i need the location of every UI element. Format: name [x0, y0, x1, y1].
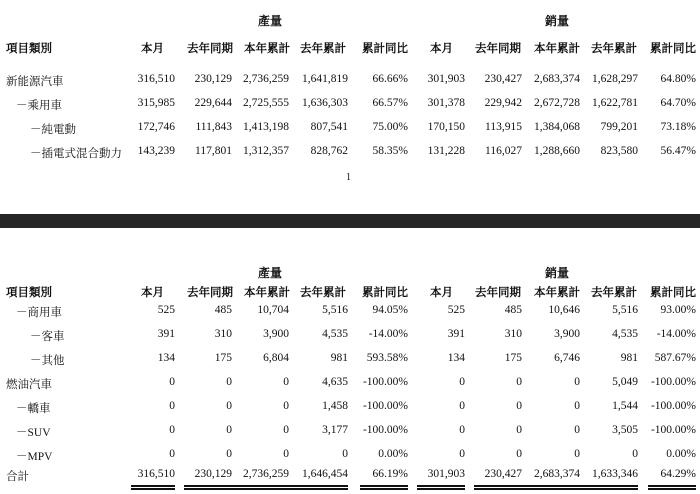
table-cell: 0 — [516, 400, 522, 412]
table-cell: 66.57% — [372, 97, 408, 109]
table-cell: -100.00% — [362, 424, 408, 436]
total-cell: 230,129 — [194, 468, 232, 480]
table-cell: 1,628,297 — [592, 73, 638, 85]
table-cell: 0 — [516, 448, 522, 460]
row-label: －純電動 — [30, 124, 76, 136]
group-header-production: 產量 — [257, 266, 282, 280]
table-cell: 5,049 — [612, 376, 638, 388]
table-cell: 1,312,357 — [243, 145, 289, 157]
table-cell: 391 — [447, 328, 465, 340]
table-cell: -100.00% — [362, 376, 408, 388]
total-label: 合計 — [6, 471, 29, 483]
table-cell: 0 — [283, 400, 289, 412]
table-cell: 170,150 — [427, 121, 465, 133]
double-underline — [648, 485, 696, 490]
column-header: 去年累計 — [591, 287, 637, 299]
table-cell: 0 — [226, 424, 232, 436]
table-cell: -100.00% — [362, 400, 408, 412]
column-header: 累計同比 — [362, 43, 408, 55]
column-header: 本月 — [141, 43, 164, 55]
table-cell: 587.67% — [654, 352, 696, 364]
table-cell: -14.00% — [656, 328, 696, 340]
table-cell: 75.00% — [372, 121, 408, 133]
table-cell: 134 — [447, 352, 465, 364]
column-header: 去年累計 — [591, 43, 637, 55]
total-cell: 230,427 — [484, 468, 522, 480]
table-cell: 807,541 — [310, 121, 348, 133]
table-cell: 0 — [169, 376, 175, 388]
double-underline — [474, 485, 522, 490]
table-cell: 0 — [169, 400, 175, 412]
table-cell: 143,239 — [137, 145, 175, 157]
column-header: 本年累計 — [244, 43, 290, 55]
column-header: 本月 — [141, 287, 164, 299]
double-underline — [360, 485, 408, 490]
table-cell: 2,736,259 — [243, 73, 289, 85]
table-cell: 315,985 — [137, 97, 175, 109]
column-header: 去年累計 — [300, 43, 346, 55]
row-label: －商用車 — [16, 307, 62, 319]
table-cell: 93.00% — [660, 304, 696, 316]
table-cell: 2,725,555 — [243, 97, 289, 109]
column-header: 本年累計 — [534, 43, 580, 55]
table-cell: 1,458 — [322, 400, 348, 412]
total-cell: 66.19% — [372, 468, 408, 480]
table-cell: 10,646 — [548, 304, 580, 316]
table-cell: 0 — [283, 424, 289, 436]
table-cell: 0 — [459, 448, 465, 460]
table-cell: 0 — [516, 376, 522, 388]
table-cell: 0.00% — [666, 448, 696, 460]
table-cell: 134 — [157, 352, 175, 364]
table-cell: 175 — [504, 352, 522, 364]
table-cell: 58.35% — [372, 145, 408, 157]
column-header: 累計同比 — [650, 43, 696, 55]
total-cell: 2,683,374 — [534, 468, 580, 480]
table-cell: 113,915 — [485, 121, 522, 133]
double-underline — [131, 485, 175, 490]
table-cell: 828,762 — [310, 145, 348, 157]
table-cell: 310 — [214, 328, 232, 340]
total-cell: 1,646,454 — [302, 468, 348, 480]
row-label: 燃油汽車 — [6, 379, 52, 391]
table-cell: 1,413,198 — [243, 121, 289, 133]
table-cell: -14.00% — [368, 328, 408, 340]
header-item-category: 項目類別 — [6, 287, 52, 299]
column-header: 本月 — [430, 287, 453, 299]
group-header-production: 產量 — [257, 14, 282, 28]
table-cell: 0 — [574, 424, 580, 436]
table-cell: 391 — [157, 328, 175, 340]
table-cell: 230,129 — [194, 73, 232, 85]
table-cell: 5,516 — [322, 304, 348, 316]
page-separator — [0, 214, 700, 228]
document-page-2 — [0, 228, 700, 494]
table-cell: 1,636,303 — [302, 97, 348, 109]
table-cell: 56.47% — [660, 145, 696, 157]
column-header: 本年累計 — [244, 287, 290, 299]
header-item-category: 項目類別 — [6, 43, 52, 55]
column-header: 本年累計 — [534, 287, 580, 299]
table-cell: 3,900 — [263, 328, 289, 340]
table-cell: 0 — [516, 424, 522, 436]
total-cell: 2,736,259 — [243, 468, 289, 480]
table-cell: 0 — [574, 448, 580, 460]
row-label: －乘用車 — [16, 100, 62, 112]
table-cell: 6,804 — [263, 352, 289, 364]
table-cell: 0 — [574, 400, 580, 412]
table-cell: 4,535 — [322, 328, 348, 340]
table-cell: 0 — [632, 448, 638, 460]
row-label: －其他 — [30, 355, 65, 367]
table-cell: 230,427 — [484, 73, 522, 85]
table-cell: 116,027 — [485, 145, 522, 157]
table-cell: 1,288,660 — [534, 145, 580, 157]
column-header: 去年同期 — [187, 43, 233, 55]
double-underline — [231, 485, 289, 490]
table-cell: 2,672,728 — [534, 97, 580, 109]
table-cell: 301,903 — [427, 73, 465, 85]
table-cell: 175 — [214, 352, 232, 364]
table-cell: 525 — [447, 304, 465, 316]
column-header: 去年累計 — [300, 287, 346, 299]
double-underline — [417, 485, 465, 490]
table-cell: 4,635 — [322, 376, 348, 388]
table-cell: 0 — [169, 448, 175, 460]
table-cell: 3,177 — [322, 424, 348, 436]
table-cell: 0 — [342, 448, 348, 460]
table-cell: 1,641,819 — [302, 73, 348, 85]
table-cell: 0 — [226, 376, 232, 388]
row-label: －SUV — [16, 427, 51, 439]
column-header: 去年同期 — [187, 287, 233, 299]
table-cell: 229,942 — [484, 97, 522, 109]
table-cell: 94.05% — [372, 304, 408, 316]
table-cell: 73.18% — [660, 121, 696, 133]
row-label: －MPV — [16, 451, 53, 463]
row-label: 新能源汽車 — [6, 76, 64, 88]
table-cell: 1,384,068 — [534, 121, 580, 133]
table-cell: 64.70% — [660, 97, 696, 109]
table-cell: 64.80% — [660, 73, 696, 85]
table-cell: 66.66% — [372, 73, 408, 85]
double-underline — [184, 485, 232, 490]
table-cell: 0 — [459, 400, 465, 412]
row-label: －轎車 — [16, 403, 51, 415]
row-label: －客車 — [30, 331, 65, 343]
table-cell: 1,544 — [612, 400, 638, 412]
table-cell: 229,644 — [194, 97, 232, 109]
table-cell: 172,746 — [137, 121, 175, 133]
table-cell: 593.58% — [366, 352, 408, 364]
table-cell: 6,746 — [554, 352, 580, 364]
column-header: 本月 — [430, 43, 453, 55]
table-cell: 5,516 — [612, 304, 638, 316]
table-cell: 310 — [504, 328, 522, 340]
table-cell: 0 — [226, 448, 232, 460]
table-cell: 799,201 — [600, 121, 638, 133]
table-cell: -100.00% — [650, 376, 696, 388]
table-cell: 3,900 — [554, 328, 580, 340]
table-cell: 1,622,781 — [592, 97, 638, 109]
table-cell: 0 — [226, 400, 232, 412]
double-underline — [288, 485, 348, 490]
table-cell: 3,505 — [612, 424, 638, 436]
total-cell: 316,510 — [137, 468, 175, 480]
table-cell: 0.00% — [378, 448, 408, 460]
table-cell: 485 — [214, 304, 232, 316]
document-page-1 — [0, 0, 700, 214]
double-underline — [578, 485, 638, 490]
table-cell: 10,704 — [257, 304, 289, 316]
table-cell: 0 — [169, 424, 175, 436]
table-cell: 0 — [459, 376, 465, 388]
double-underline — [522, 485, 580, 490]
column-header: 累計同比 — [362, 287, 408, 299]
column-header: 去年同期 — [475, 43, 521, 55]
table-cell: 981 — [620, 352, 638, 364]
table-cell: 2,683,374 — [534, 73, 580, 85]
table-cell: 301,378 — [427, 97, 465, 109]
total-cell: 64.29% — [660, 468, 696, 480]
table-cell: 0 — [283, 448, 289, 460]
total-cell: 1,633,346 — [592, 468, 638, 480]
total-cell: 301,903 — [427, 468, 465, 480]
table-cell: 111,843 — [195, 121, 232, 133]
table-cell: -100.00% — [650, 400, 696, 412]
table-cell: 525 — [157, 304, 175, 316]
table-cell: 823,580 — [600, 145, 638, 157]
page-number: 1 — [346, 172, 351, 183]
table-cell: 117,801 — [195, 145, 232, 157]
row-label: －插電式混合動力 — [30, 148, 122, 160]
column-header: 累計同比 — [650, 287, 696, 299]
group-header-sales: 銷量 — [544, 14, 569, 28]
table-cell: 0 — [574, 376, 580, 388]
table-cell: 0 — [459, 424, 465, 436]
table-cell: 981 — [330, 352, 348, 364]
table-cell: 131,228 — [427, 145, 465, 157]
table-cell: 485 — [504, 304, 522, 316]
column-header: 去年同期 — [475, 287, 521, 299]
group-header-sales: 銷量 — [544, 266, 569, 280]
table-cell: 0 — [283, 376, 289, 388]
table-cell: 4,535 — [612, 328, 638, 340]
table-cell: 316,510 — [137, 73, 175, 85]
table-cell: -100.00% — [650, 424, 696, 436]
